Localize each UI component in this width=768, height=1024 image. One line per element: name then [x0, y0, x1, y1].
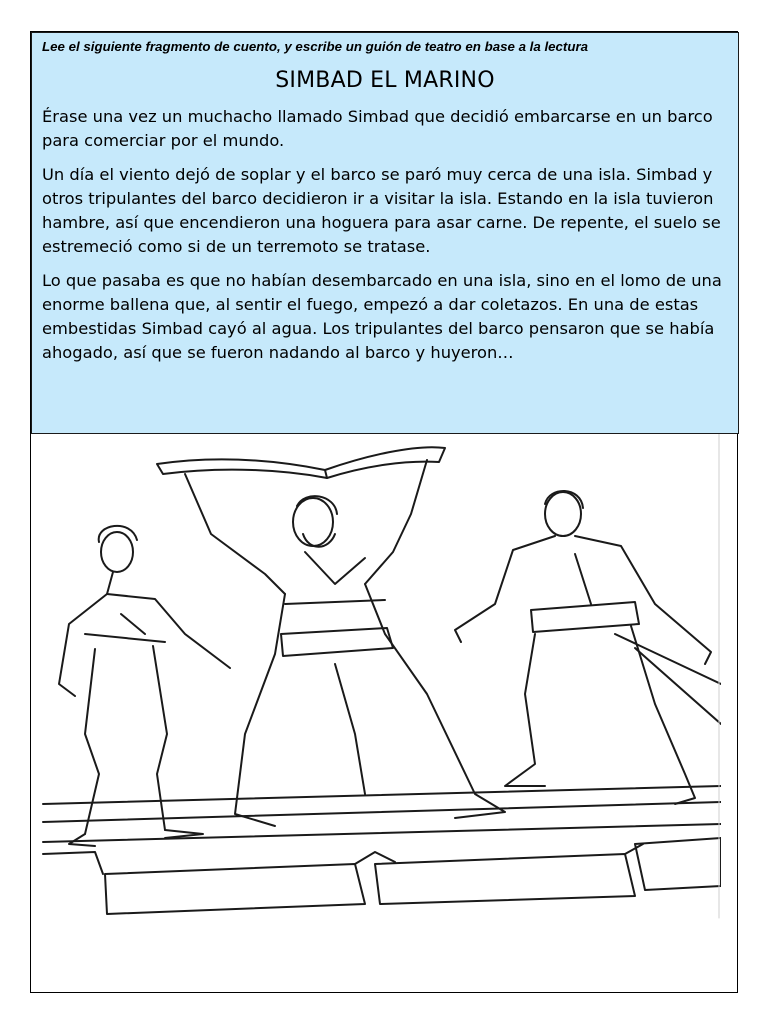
left-figure-drawing: [59, 526, 230, 846]
worksheet-page: [30, 31, 738, 993]
right-figure-drawing: [455, 491, 721, 804]
ship-deck-drawing: [43, 786, 721, 914]
story-paragraph-1: Érase una vez un muchacho llamado Simbad que decidió embarcarse en un barco para comerciar por el mundo.: [42, 107, 713, 150]
coloring-page-illustration: [35, 434, 721, 922]
story-box: [31, 32, 739, 434]
story-paragraph-2: Un día el viento dejó de soplar y el barco se paró muy cerca de una isla. Simbad y otros tripulantes del barco decidieron ir a visitar la isla. Estando en la isla tuvieron hambre, así que encendieron una hoguera para asar carne. De repente, el suelo se estremeció como si de un terremoto se tratase.: [42, 165, 721, 256]
story-paragraph-3: Lo que pasaba es que no habían desembarcado en una isla, sino en el lomo de una enorme ballena que, al sentir el fuego, empezó a dar coletazos. En una de estas embestidas Simbad cayó al agua. Los tripulantes del barco pensaron que se había ahogado, así que se fueron nadando al barco y huyeron…: [42, 271, 722, 362]
center-figure-drawing: [157, 447, 505, 826]
instruction-text: Lee el siguiente fragmento de cuento, y escribe un guión de teatro en base a la lectura: [42, 39, 589, 54]
story-title: SIMBAD EL MARINO: [275, 68, 495, 93]
